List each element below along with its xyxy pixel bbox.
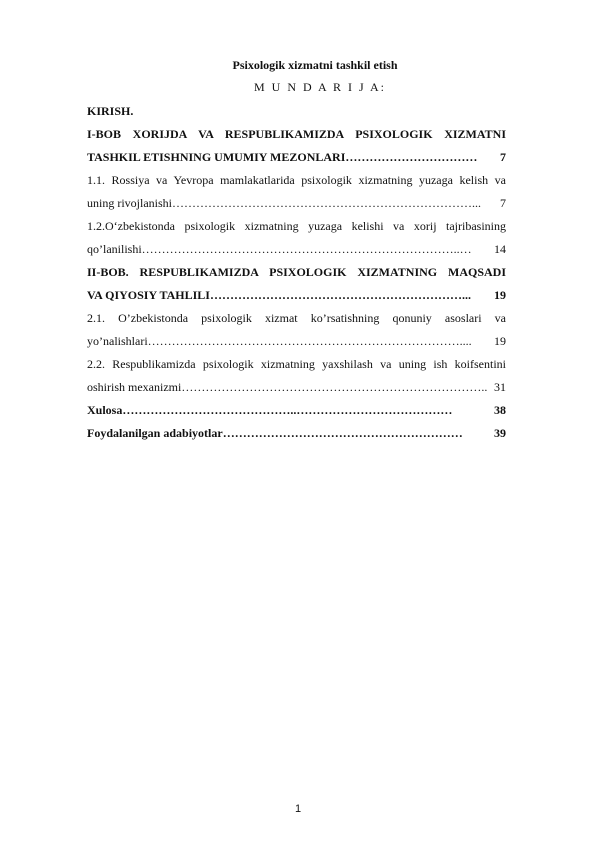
toc-entry-section-1-2[interactable]: [87, 215, 506, 261]
toc-entry-title-cont: yo’nalishlari: [87, 334, 148, 348]
toc-entry-section-2-2[interactable]: [87, 353, 506, 399]
toc-page-number: 38: [494, 403, 506, 417]
document-title: Psixologik xizmatni tashkil etish: [232, 58, 398, 72]
toc-leader-dots: ……………………………………………………………………..…: [141, 242, 472, 256]
toc-page-number: 31: [494, 380, 506, 394]
toc-entry-title: 2.2. Respublikamizda psixologik xizmatning yaxshilash va uning ish koifsentini: [87, 357, 506, 371]
toc-page-number: 19: [494, 288, 506, 302]
toc-entry-title: I-BOB XORIJDA VA RESPUBLIKAMIZDA PSIXOLOGIK XIZMATNI: [87, 127, 506, 141]
toc-page-number: 7: [500, 196, 506, 210]
toc-heading: M U N D A R I J A:: [253, 80, 387, 94]
toc-leader-dots: ……………………………: [345, 150, 478, 164]
toc-entry-leader-line: [87, 376, 506, 399]
toc-entry-leader-line: [87, 146, 506, 169]
toc-entry-title: Xulosa: [87, 403, 123, 417]
toc-page-number: 19: [494, 334, 506, 348]
toc-intro: KIRISH.: [87, 104, 134, 118]
toc-leader-dots: …………………………………………………………………...: [172, 196, 481, 210]
table-of-contents: [87, 100, 506, 445]
toc-entry-title-cont: qo’lanilishi: [87, 242, 142, 256]
toc-entry-title: 2.1. O’zbekistonda psixologik xizmat ko’rsatishning qonuniy asoslari va: [87, 311, 506, 325]
toc-leader-dots: ……………………………………………………………………....: [147, 334, 472, 348]
toc-entry-leader-line: [87, 192, 506, 215]
toc-entry-title: Foydalanilgan adabiyotlar: [87, 426, 223, 440]
page-number: 1: [294, 803, 302, 815]
toc-entry-leader-line: [87, 238, 506, 261]
toc-leader-dots: …………………………………………………………………..: [181, 380, 488, 394]
toc-entry-chapter-2[interactable]: [87, 261, 506, 307]
toc-entry-title: II-BOB. RESPUBLIKAMIZDA PSIXOLOGIK XIZMATNING MAQSADI: [87, 265, 506, 279]
toc-entry-title: 1.2.O‘zbekistonda psixologik xizmatning yuzaga kelishi va xorij tajribasining: [87, 219, 506, 233]
toc-page-number: 7: [500, 150, 506, 164]
toc-entry-references[interactable]: [87, 422, 506, 445]
toc-entry-leader-line: [87, 330, 506, 353]
toc-page-number: 39: [494, 426, 506, 440]
toc-entry-title-cont: oshirish mexanizmi: [87, 380, 182, 394]
toc-entry-title: 1.1. Rossiya va Yevropa mamlakatlarida psixologik xizmatning yuzaga kelish va: [87, 173, 506, 187]
toc-entry-section-1-1[interactable]: [87, 169, 506, 215]
toc-entry-title-cont: VA QIYOSIY TAHLILI: [87, 288, 210, 302]
toc-entry-chapter-1[interactable]: [87, 123, 506, 169]
toc-entry-section-2-1[interactable]: [87, 307, 506, 353]
toc-leader-dots: ……………………………………..…………………………………: [122, 403, 453, 417]
toc-entry-title-cont: uning rivojlanishi: [87, 196, 172, 210]
toc-page-number: 14: [494, 242, 506, 256]
toc-entry-title-cont: TASHKIL ETISHNING UMUMIY MEZONLARI: [87, 150, 346, 164]
toc-leader-dots: ……………………………………………………: [222, 426, 463, 440]
toc-entry-leader-line: [87, 284, 506, 307]
toc-leader-dots: ………………………………………………………...: [209, 288, 471, 302]
toc-entry-conclusion[interactable]: [87, 399, 506, 422]
